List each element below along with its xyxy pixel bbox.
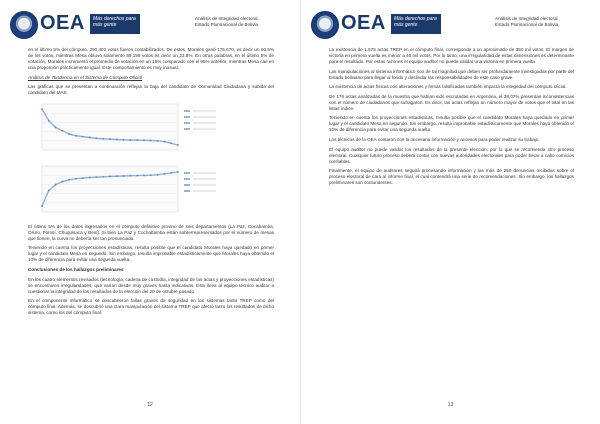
paragraph: El equipo auditor no puede validar los resultados de la presente elección, por lo que se recomienda otro proceso electoral. Cualquier futuro proceso deberá contar con nuevas autoridades electorales para poder llevar a cabo comicios confiables. xyxy=(329,146,574,164)
chart-top xyxy=(28,100,228,158)
data-point xyxy=(68,133,70,135)
oea-seal-icon xyxy=(311,11,339,39)
data-point xyxy=(55,183,57,185)
report-title-line2: Estado Plurinacional de Bolivia xyxy=(495,22,559,28)
legend-swatch xyxy=(184,190,190,192)
data-point xyxy=(41,205,43,207)
data-point xyxy=(89,176,91,178)
legend-swatch xyxy=(184,184,190,186)
oea-logo-text: OEA xyxy=(40,12,85,34)
legend-swatch xyxy=(184,128,190,130)
report-title-line1: Análisis de Integridad electoral xyxy=(495,16,558,21)
data-point xyxy=(150,174,152,176)
data-point xyxy=(116,175,118,177)
paragraph: Las gráficas que se presentan a continuación reflejan la baja del candidato de Comunidad Ciudadana y subida del candidato del MAS. xyxy=(28,84,274,96)
report-title xyxy=(495,16,590,28)
data-point xyxy=(116,138,118,140)
chart-bottom-svg xyxy=(28,162,228,220)
data-point xyxy=(123,175,125,177)
report-title xyxy=(195,16,290,28)
oea-tagline: Más derechos para más gente xyxy=(391,14,441,34)
data-point xyxy=(109,175,111,177)
paragraph: De 176 actas analizadas de la muestra que habían sido escrutadas en Argentina, el 38,07% presentan inconsistencias con el número de ciudadanos que sufragaron. Es decir, las actas reflejan un número mayor de votos que el total en las listas índice. xyxy=(329,93,574,111)
data-point xyxy=(75,178,77,180)
paragraph: Finalmente, el equipo de auditores seguirá procesando información y las más de 250 denuncias recibidas sobre el proceso electoral de cara al informe final, el cual contendrá una serie de recomendaciones. Sin embargo, los hallazgos preliminares son contundentes. xyxy=(329,168,574,186)
data-point xyxy=(48,120,50,122)
section-title: Análisis de Tendencia en el Sistema de Cómputo Oficial xyxy=(28,74,142,80)
plot-area xyxy=(42,166,178,212)
data-point xyxy=(109,138,111,140)
data-point xyxy=(89,136,91,138)
data-point xyxy=(102,138,104,140)
data-point xyxy=(75,135,77,137)
paragraph: En los cuatro elementos revisados (tecnología, cadena de custodia, integridad de las actas y proyecciones estadísticas) se encontraron irregularidades, que varían desde muy graves hasta indicativas. Esto lleva al equipo técnico auditor a cuestionar la integridad de los resultados de la elección del 20 de octubre pasado. xyxy=(28,276,274,294)
paragraph: El último 5% de los datos ingresados en el cómputo definitivo provino de seis departamentos (La Paz, Cocabamba, Oruro, Potosí, Chuquisaca y Beni). Si bien La Paz y Cochabamba están sobrerrepresentados por el número de mesas que tienen, la curva no debería ser tan pronunciada. xyxy=(28,223,274,241)
page-number: 12 xyxy=(147,402,153,408)
page-header xyxy=(10,10,290,44)
paragraph: Las manipulaciones al sistema informático son de tal magnitud que deben ser profundamente investigadas por parte del Estado boliviano para llegar al fondo y deslindar las responsabilidades de este caso grave. xyxy=(329,68,574,80)
paragraph: La existencia de actas físicas con alteraciones y firmas falsificadas también impacta la integridad del cómputo oficial. xyxy=(329,84,567,90)
paragraph: En el componente informático se descubrieron fallas graves de seguridad en los sistemas tanto TREP como del cómputo final. Además, se descubrió una clara manipulación del sistema TREP que afectó tanto los resultados de dicho sistema, como los del cómputo final. xyxy=(28,298,274,316)
data-point xyxy=(102,176,104,178)
oea-seal-icon xyxy=(10,11,38,39)
plot-area xyxy=(42,104,178,150)
report-title-line1: Análisis de Integridad electoral xyxy=(195,16,258,21)
data-point xyxy=(150,139,152,141)
data-point xyxy=(62,130,64,132)
data-point xyxy=(143,174,145,176)
conclusions-title: Conclusiones de los hallazgos preliminares xyxy=(28,266,124,272)
data-point xyxy=(136,139,138,141)
data-point xyxy=(82,177,84,179)
legend-swatch xyxy=(184,110,190,112)
data-point xyxy=(62,181,64,183)
report-title-line2: Estado Plurinacional de Bolivia xyxy=(195,22,259,28)
data-point xyxy=(157,174,159,176)
paragraph: en el último 5% del cómputo, 290,402 votos fueron contabilizados. De estos, Morales ganó 175,670, es decir un 60.5% de los votos, mientras Mesa obtuvo solamente 69,199 votos es decir un 23.8%. En otras palabras, en el último 5% de votación, Morales incrementó el promedio de votación en un 15% comparado con el 95% anterior, mientras Mesa cae en una proporción prácticamente igual. Este comportamiento es muy inusual. xyxy=(28,47,274,70)
data-point xyxy=(170,172,172,174)
chart-bottom xyxy=(28,162,228,220)
data-point xyxy=(136,174,138,176)
legend-swatch xyxy=(184,116,190,118)
paragraph: Teniendo en cuenta los proyecciones estadísticas, resulta posible que el candidato Morales haya quedado en primer lugar y el candidato Mesa en segundo. Sin embargo, resulta improbable estadísticamente que Morales haya obtenido el 10% de diferencia para evitar una segunda vuelta. xyxy=(28,245,274,263)
data-point xyxy=(48,189,50,191)
legend-swatch xyxy=(184,178,190,180)
data-point xyxy=(55,126,57,128)
data-point xyxy=(130,139,132,141)
data-point xyxy=(96,137,98,139)
page-right xyxy=(300,0,600,424)
paragraph: Teniendo en cuenta los proyecciones estadísticas, resulta posible que el candidato Morales haya quedado en primer lugar y el candidato Mesa en segundo. Sin embargo, resulta improbable estadísticamente que Morales haya obtenido el 10% de diferencia para evitar una segunda vuelta. xyxy=(329,115,574,133)
data-point xyxy=(177,171,179,173)
chart-top-svg xyxy=(28,100,228,158)
data-point xyxy=(164,173,166,175)
paragraph: La existencia de 1.575 actas TREP en el cómputo final, corresponde a un aproximado de 350 mil votos. El margen de victoria en primera vuelta es menor a 40 mil votos. Por lo tanto, una irregularidad de estas dimensiones es determinante para el resultado. Por estas razones el equipo auditor no puede validar una victoria en primera vuelta. xyxy=(329,47,574,64)
paragraph: Los técnicos de la OEA contaron con la necesaria información y accesos para poder realizar su trabajo. xyxy=(329,136,540,142)
legend-swatch xyxy=(184,122,190,124)
oea-tagline: Más derechos para más gente xyxy=(90,14,140,34)
data-point xyxy=(164,141,166,143)
data-point xyxy=(96,176,98,178)
data-point xyxy=(177,144,179,146)
data-point xyxy=(82,135,84,137)
data-point xyxy=(157,140,159,142)
data-point xyxy=(68,179,70,181)
page-number: 13 xyxy=(447,402,454,408)
data-point xyxy=(123,139,125,141)
page-body-right xyxy=(329,47,574,190)
legend-swatch xyxy=(184,172,190,174)
oea-logo-text: OEA xyxy=(341,12,386,34)
data-point xyxy=(130,175,132,177)
data-point xyxy=(143,139,145,141)
data-point xyxy=(170,142,172,144)
page-body-left xyxy=(28,47,274,320)
data-point xyxy=(41,108,43,110)
page-header xyxy=(311,10,590,44)
